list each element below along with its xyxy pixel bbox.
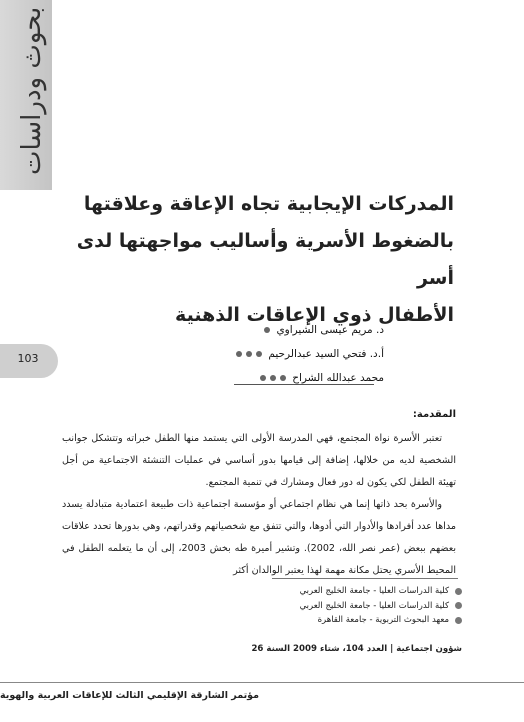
footnote-dot-icon bbox=[236, 351, 242, 357]
footnote-dot-icon bbox=[260, 375, 266, 381]
intro-heading: المقدمة: bbox=[412, 409, 456, 420]
footnote-dot-icon bbox=[455, 617, 462, 624]
body-paragraph: والأسرة بحد ذاتها إنما هي نظام اجتماعي أو مؤسسة اجتماعية ذات طبيعة اعتمادية متبادلة يسدد مداها عدد أفرادها والأدوار التي أدوها، والتي تتفق مع شخصياتهم وقدراتهم، وهي بدورها تحدد علاقات بعضهم ببعض (عمر نصر الله، 2002). وتشير أميرة طه بخش 2003، إلى أن ما يتعلمه الطفل في المحيط الأسري يحتل مكانة مهمة لهذا يعتبر الوالدان أكثر bbox=[62, 499, 457, 576]
author-name: د. مريم عيسى الشيراوي bbox=[276, 324, 384, 336]
footnote-dot-icon bbox=[264, 327, 270, 333]
footnote-item bbox=[236, 599, 462, 614]
author-row bbox=[124, 318, 384, 342]
footnote-text: معهد البحوث التربوية - جامعة القاهرة bbox=[317, 615, 449, 626]
author-row bbox=[124, 342, 384, 366]
footnote-dot-icon bbox=[280, 375, 286, 381]
body-paragraph: تعتبر الأسرة نواة المجتمع، فهي المدرسة الأولى التي يستمد منها الطفل خبراته وتتشكل جوانب الشخصية لديه من خلالها، إضافة إلى قيامها بدور أساسي في عمليات التنشئة الاجتماعية من أجل تهيئة الطفل لكي يكون له دور فعال ومشارك في تنمية المجتمع. bbox=[62, 433, 456, 488]
footnote-text: كلية الدراسات العليا - جامعة الخليج العربي bbox=[299, 586, 449, 597]
article-title bbox=[54, 186, 454, 334]
footnote-dot-icon bbox=[256, 351, 262, 357]
author-row bbox=[124, 366, 384, 390]
footer-divider bbox=[0, 682, 524, 683]
title-line-3: الأطفال ذوي الإعاقات الذهنية bbox=[175, 304, 454, 326]
footnote-marker bbox=[260, 375, 286, 381]
article-body bbox=[62, 404, 456, 582]
footnote-dot-icon bbox=[455, 602, 462, 609]
footnote-dot-icon bbox=[455, 588, 462, 595]
footnote-marker bbox=[264, 327, 270, 333]
author-name: أ.د. فتحي السيد عبدالرحيم bbox=[268, 348, 384, 360]
journal-citation: شؤون اجتماعية | العدد 104، شتاء 2009 السنة 26 bbox=[251, 644, 462, 654]
author-divider bbox=[234, 384, 374, 385]
footnote-dot-icon bbox=[270, 375, 276, 381]
footnote-item bbox=[236, 584, 462, 599]
footnote-text: كلية الدراسات العليا - جامعة الخليج العربي bbox=[299, 600, 449, 611]
page-number: 103 bbox=[17, 352, 39, 365]
footnote-divider bbox=[272, 578, 458, 579]
footnote-marker bbox=[236, 351, 262, 357]
title-line-2: بالضغوط الأسرية وأساليب مواجهتها لدى أسر bbox=[76, 230, 454, 289]
section-label: بحوث ودراسات bbox=[17, 6, 47, 175]
author-name: محمد عبدالله الشراح bbox=[292, 372, 384, 384]
conference-footer: مؤتمر الشارقة الإقليمي الثالث للإعاقات العربية والهوية bbox=[0, 690, 259, 701]
author-list bbox=[124, 318, 384, 390]
footnote-item bbox=[236, 613, 462, 628]
affiliation-footnotes bbox=[236, 584, 462, 628]
footnote-dot-icon bbox=[246, 351, 252, 357]
title-line-1: المدركات الإيجابية تجاه الإعاقة وعلاقتها bbox=[83, 193, 454, 215]
